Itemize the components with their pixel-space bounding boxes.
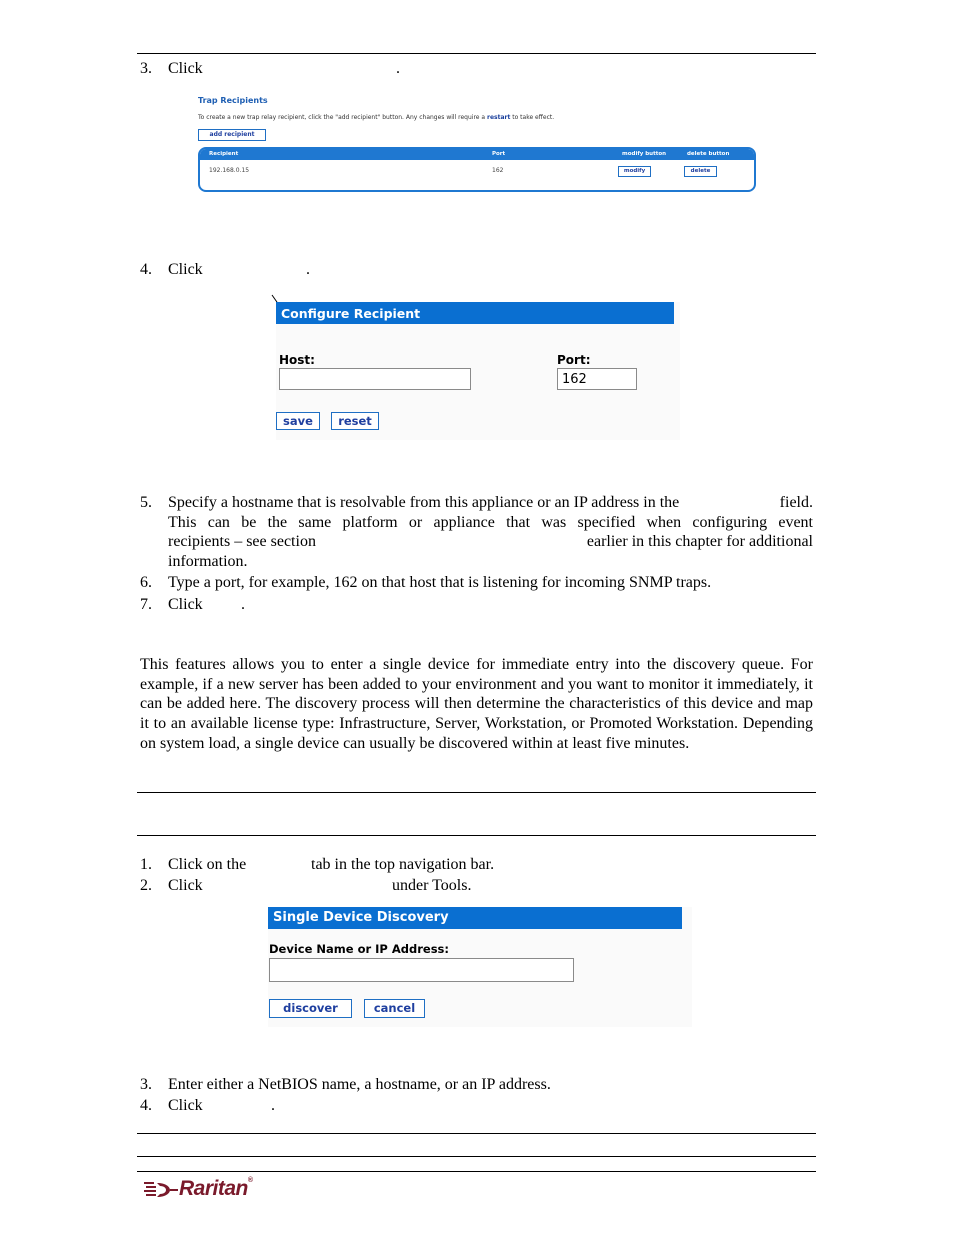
delete-button[interactable]: delete — [684, 166, 717, 177]
configure-recipient-panel — [276, 302, 680, 440]
single-device-discovery-panel — [268, 907, 692, 1027]
footer-rule-2 — [137, 1156, 816, 1157]
device-name-input[interactable] — [269, 958, 574, 982]
modify-button[interactable]: modify — [618, 166, 651, 177]
trap-recipients-panel — [196, 92, 759, 202]
add-recipient-button[interactable]: add recipient — [198, 129, 266, 141]
recipients-table — [198, 147, 756, 192]
raritan-mark-icon — [144, 1181, 178, 1199]
column-delete: delete button — [687, 151, 730, 157]
reset-button[interactable]: reset — [331, 412, 379, 430]
save-button[interactable]: save — [276, 412, 320, 430]
panel-description: To create a new trap relay recipient, click the "add recipient" button. Any changes will require a restart to take effect. — [198, 114, 555, 121]
host-input[interactable] — [279, 368, 471, 390]
panel-header: Configure Recipient — [276, 302, 674, 324]
cancel-button[interactable]: cancel — [364, 999, 425, 1018]
logo-wordmark: Raritan® — [179, 1177, 253, 1200]
discover-button[interactable]: discover — [269, 999, 352, 1018]
top-rule — [137, 53, 816, 54]
column-port: Port — [492, 151, 506, 157]
restart-link[interactable]: restart — [486, 114, 511, 121]
step-5: 5. Specify a hostname that is resolvable from this appliance or an IP address in the field. This can be the same platform or appliance that was specified when configuring event recipients – see section earlier in this chapter for additional information. — [140, 494, 813, 570]
host-label: Host: — [279, 353, 315, 367]
column-modify: modify button — [622, 151, 667, 157]
footer-rule-3 — [137, 1171, 816, 1172]
port-label: Port: — [557, 353, 591, 367]
section-rule-2 — [137, 835, 816, 836]
footer-rule-1 — [137, 1133, 816, 1134]
column-recipient: Recipient — [209, 151, 239, 157]
panel-header: Single Device Discovery — [268, 907, 682, 929]
port-input[interactable]: 162 — [557, 368, 637, 390]
section-rule-1 — [137, 792, 816, 793]
port-cell: 162 — [492, 167, 504, 174]
body-paragraph: This features allows you to enter a single device for immediate entry into the discovery queue. For example, if a new server has been added to your environment and you want to monitor it immediately, it can be added here. The discovery process will then determine the characteristics of this device and map it to an available license type: Infrastructure, Server, Workstation, or Promoted Workstation. Depending on system load, a single device can usually be discovered within at least five minutes. — [140, 656, 813, 752]
recipient-cell: 192.168.0.15 — [209, 167, 250, 174]
device-field-label: Device Name or IP Address: — [269, 942, 449, 956]
table-header — [200, 149, 754, 160]
panel-title: Trap Recipients — [198, 96, 268, 105]
